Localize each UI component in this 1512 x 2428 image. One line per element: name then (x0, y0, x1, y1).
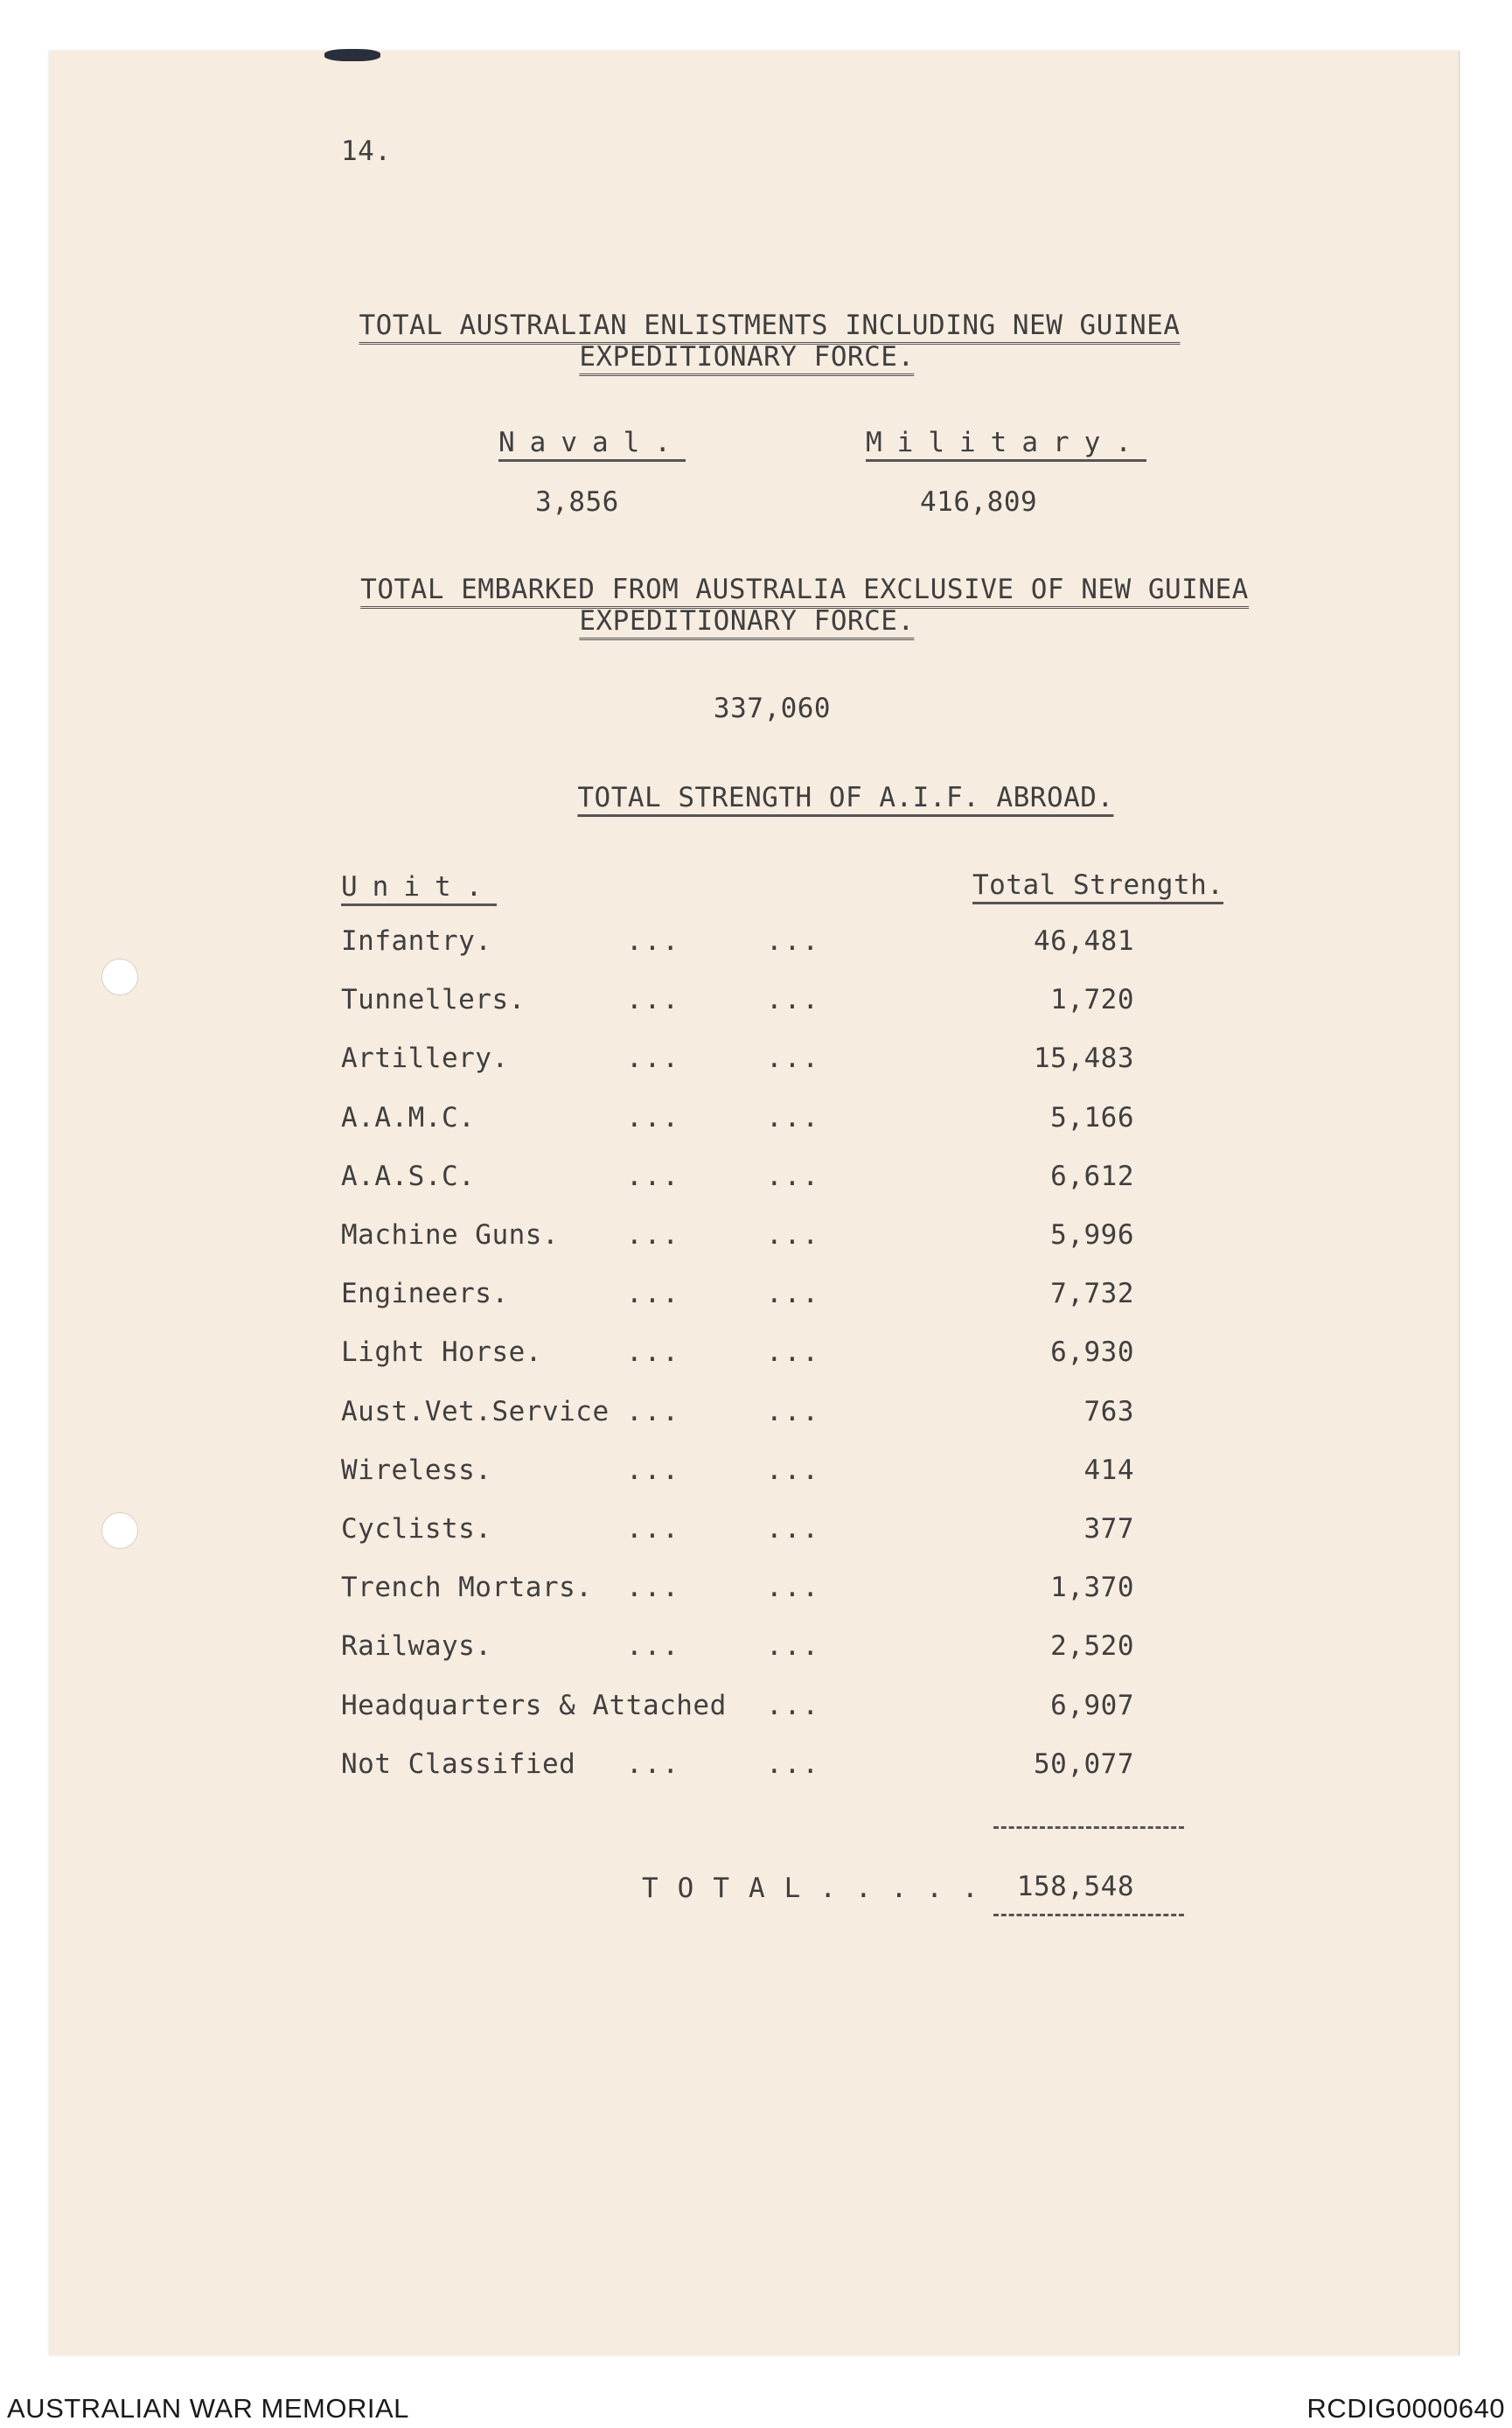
unit-name: Light Horse. (341, 1336, 542, 1368)
unit-name: Headquarters & Attached (341, 1690, 727, 1721)
unit-name: A.A.M.C. (341, 1102, 476, 1134)
leader-dots: ... (626, 1396, 680, 1427)
embarked-heading-line2: EXPEDITIONARY FORCE. (579, 605, 914, 640)
punch-hole-bottom (101, 1512, 138, 1549)
document-page (49, 51, 1460, 2355)
unit-name: Trench Mortars. (341, 1572, 593, 1603)
leader-dots: ... (766, 1219, 820, 1251)
unit-name: Wireless. (341, 1455, 492, 1486)
leader-dots: ... (626, 1336, 680, 1368)
leader-dots: ... (766, 984, 820, 1015)
leader-dots: ... (626, 1748, 680, 1780)
leader-dots: ... (766, 1278, 820, 1309)
unit-strength-value: 6,930 (1050, 1336, 1134, 1368)
unit-strength-value: 5,166 (1050, 1102, 1134, 1134)
embarked-value: 337,060 (713, 693, 832, 724)
naval-label: Naval. (498, 427, 686, 462)
unit-name: Engineers. (341, 1278, 509, 1309)
unit-strength-value: 1,370 (1050, 1572, 1134, 1603)
leader-dots: ... (626, 1513, 680, 1545)
footer-reference: RCDIG0000640 (1306, 2393, 1505, 2424)
leader-dots: ... (766, 1336, 820, 1368)
leader-dots: ... (766, 1572, 820, 1603)
leader-dots: ... (626, 1219, 680, 1251)
unit-strength-value: 50,077 (1034, 1748, 1134, 1780)
leader-dots: ... (626, 1572, 680, 1603)
leader-dots: ... (626, 1630, 680, 1662)
unit-strength-value: 7,732 (1050, 1278, 1134, 1309)
total-rule-bottom (993, 1914, 1184, 1916)
leader-dots: ... (766, 1748, 820, 1780)
unit-name: A.A.S.C. (341, 1161, 476, 1192)
enlistments-heading-line2: EXPEDITIONARY FORCE. (579, 341, 914, 376)
leader-dots: ... (626, 1043, 680, 1074)
leader-dots: ... (626, 1161, 680, 1192)
military-value: 416,809 (920, 486, 1038, 518)
unit-strength-value: 377 (1083, 1513, 1134, 1545)
leader-dots: ... (766, 1043, 820, 1074)
unit-strength-value: 414 (1083, 1455, 1134, 1486)
leader-dots: ... (766, 1513, 820, 1545)
unit-strength-value: 1,720 (1050, 984, 1134, 1015)
unit-name: Artillery. (341, 1043, 509, 1074)
unit-strength-value: 6,907 (1050, 1690, 1134, 1721)
leader-dots: ... (766, 1396, 820, 1427)
unit-name: Infantry. (341, 925, 492, 957)
unit-strength-value: 5,996 (1050, 1219, 1134, 1251)
leader-dots: ... (626, 984, 680, 1015)
punch-hole-top (101, 959, 138, 995)
leader-dots: ... (766, 1455, 820, 1486)
naval-value: 3,856 (535, 486, 619, 518)
page-number: 14. (341, 136, 392, 167)
embarked-heading-line1: TOTAL EMBARKED FROM AUSTRALIA EXCLUSIVE OF NEW GUINEA (360, 574, 1249, 609)
leader-dots: ... (766, 1102, 820, 1134)
leader-dots: ... (766, 1690, 820, 1721)
unit-strength-value: 763 (1083, 1396, 1134, 1427)
column-header-total-strength: Total Strength. (972, 869, 1223, 904)
leader-dots: ... (626, 925, 680, 957)
enlistments-heading-line1: TOTAL AUSTRALIAN ENLISTMENTS INCLUDING NEW GUINEA (359, 310, 1180, 345)
military-label: Military. (866, 427, 1146, 462)
unit-name: Not Classified (341, 1748, 576, 1780)
leader-dots: ... (626, 1455, 680, 1486)
leader-dots: ... (766, 1161, 820, 1192)
unit-name: Machine Guns. (341, 1219, 560, 1251)
ink-blot (324, 49, 380, 61)
leader-dots: ... (626, 1278, 680, 1309)
total-rule-top (993, 1826, 1184, 1829)
unit-name: Cyclists. (341, 1513, 492, 1545)
strength-heading: TOTAL STRENGTH OF A.I.F. ABROAD. (577, 782, 1113, 817)
leader-dots: ... (766, 1630, 820, 1662)
total-value: 158,548 (1016, 1871, 1134, 1902)
unit-strength-value: 46,481 (1034, 925, 1134, 957)
leader-dots: ... (626, 1102, 680, 1134)
unit-name: Aust.Vet.Service (341, 1396, 610, 1427)
leader-dots: ... (766, 925, 820, 957)
unit-strength-value: 2,520 (1050, 1630, 1134, 1662)
total-label: TOTAL..... (642, 1873, 998, 1904)
unit-name: Railways. (341, 1630, 492, 1662)
unit-name: Tunnellers. (341, 984, 526, 1015)
unit-strength-value: 15,483 (1034, 1043, 1134, 1074)
column-header-unit: Unit. (341, 871, 497, 906)
unit-strength-value: 6,612 (1050, 1161, 1134, 1192)
footer-attribution: AUSTRALIAN WAR MEMORIAL (7, 2393, 409, 2424)
